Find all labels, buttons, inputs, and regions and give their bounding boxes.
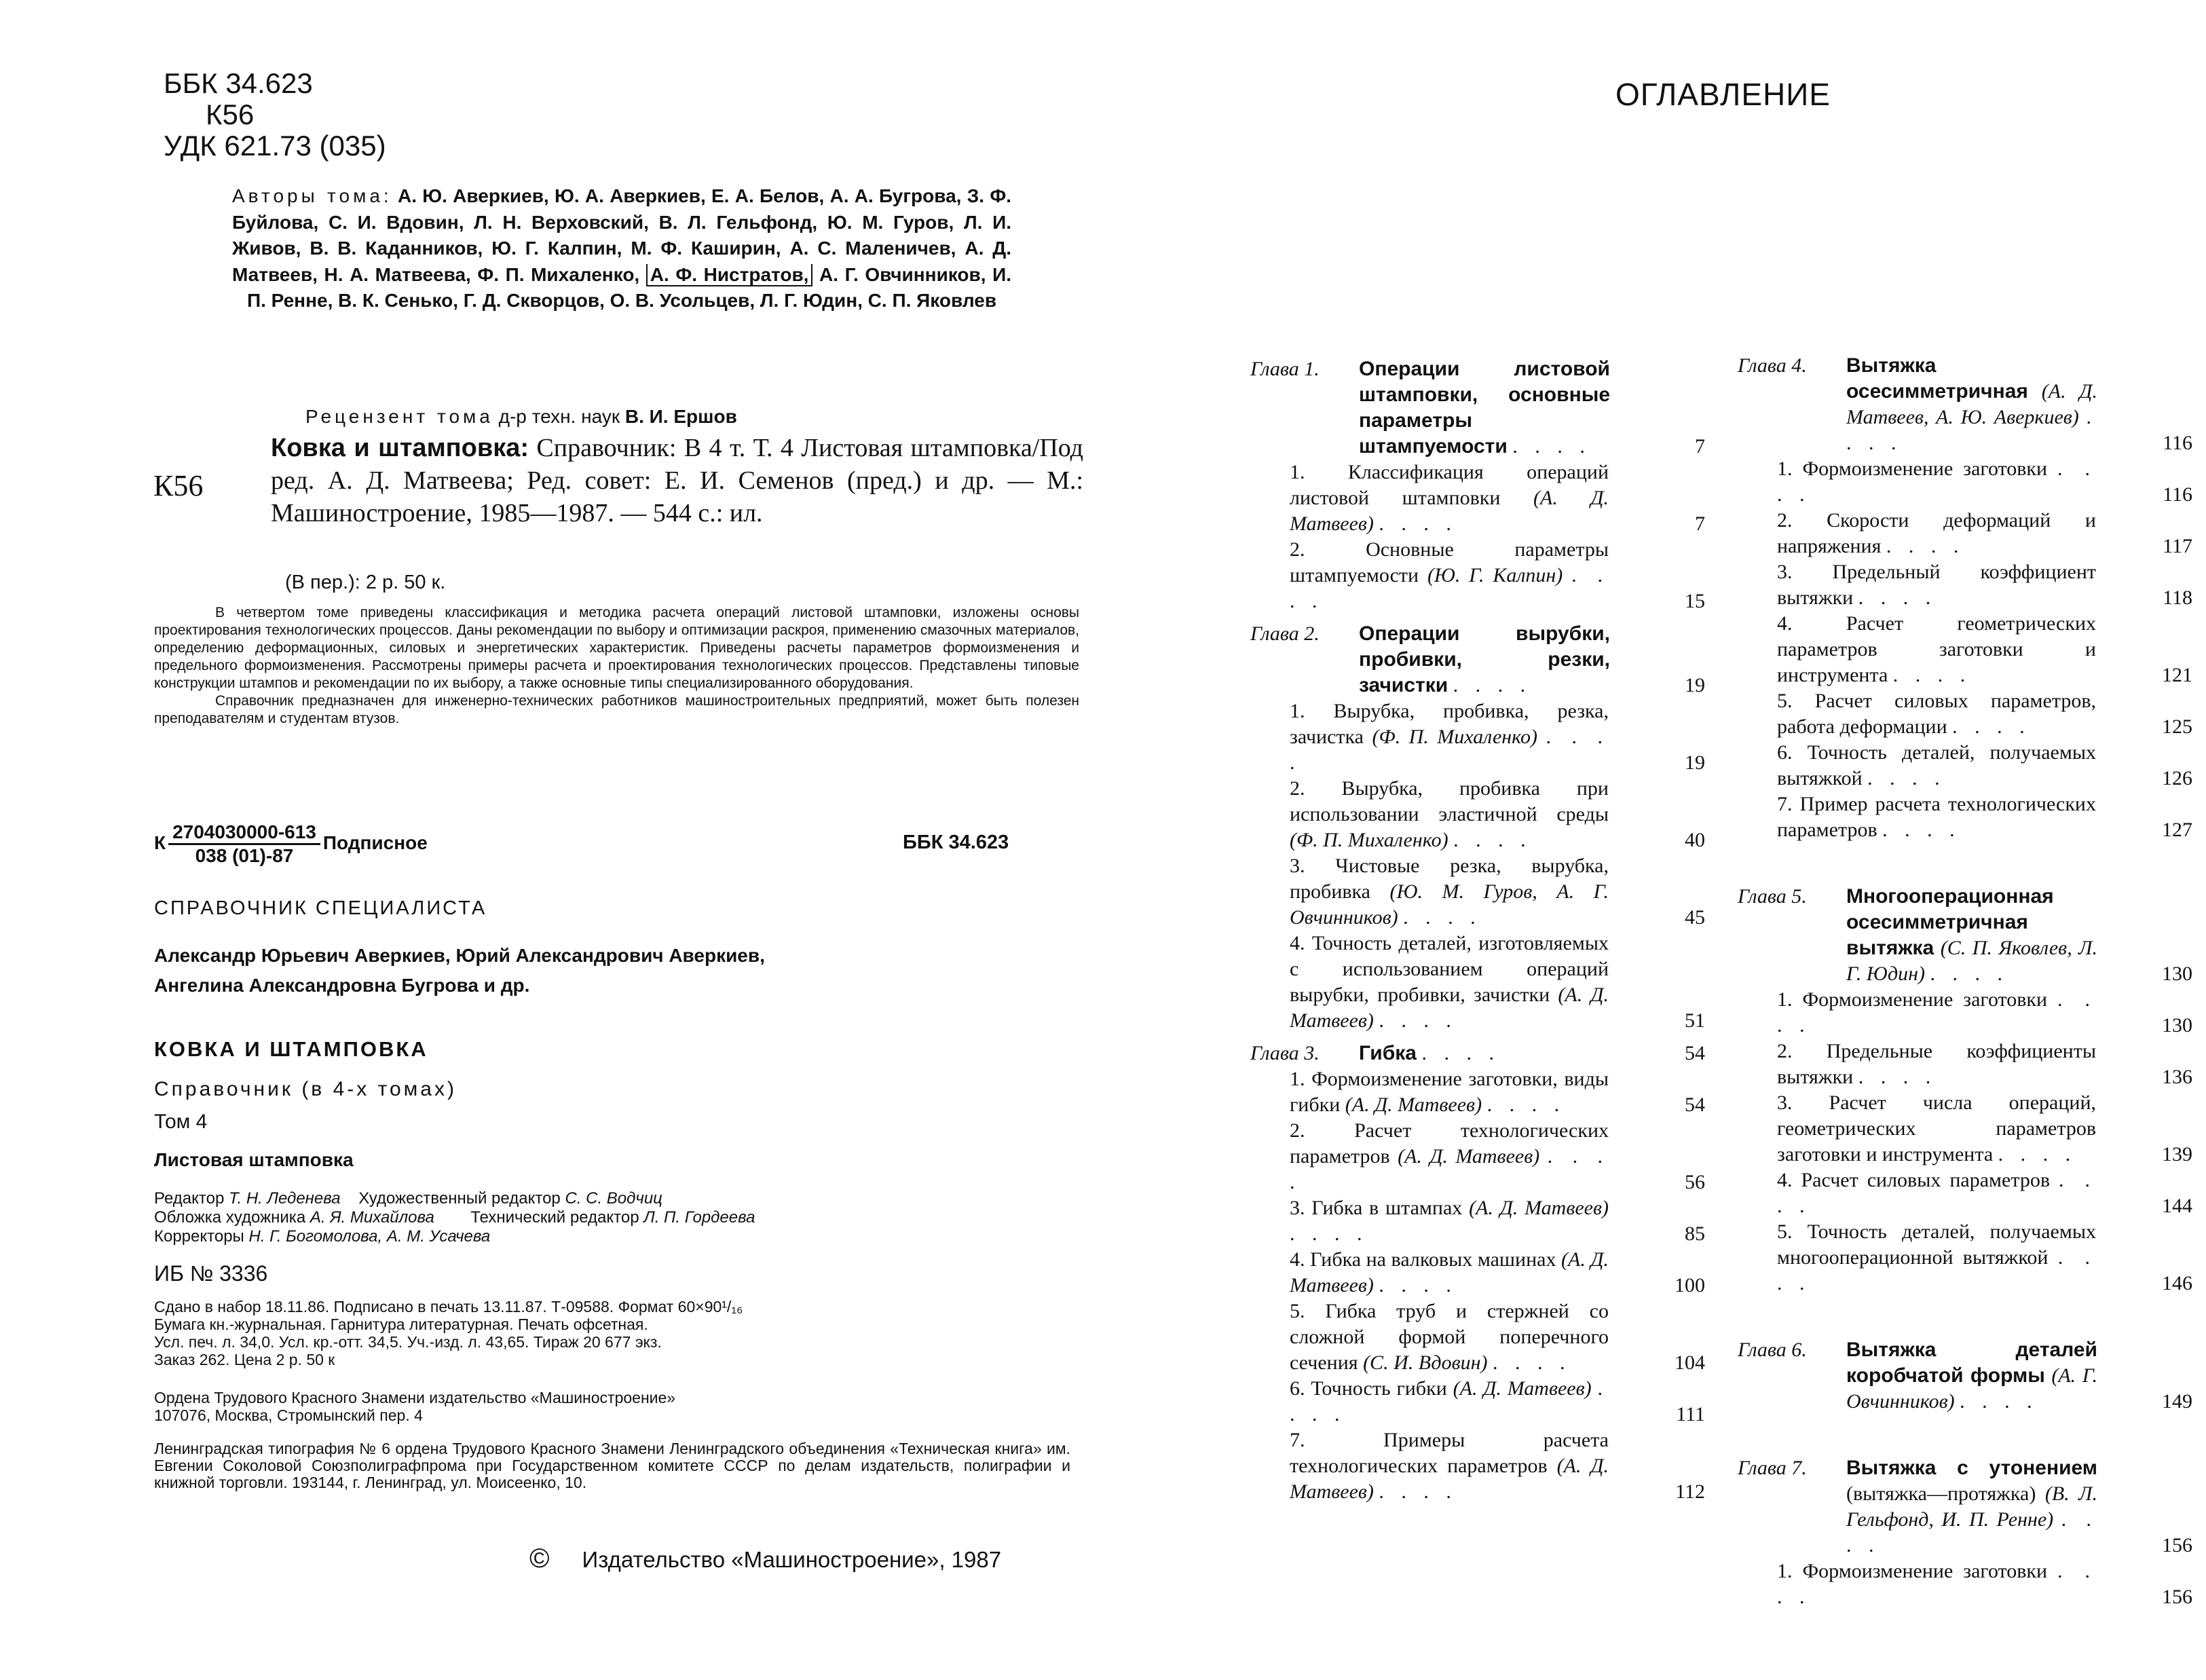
series-name: СПРАВОЧНИК СПЕЦИАЛИСТА (154, 897, 487, 919)
page-number: 125 (2162, 715, 2192, 738)
entry-authors: (Ю. М. Гуров, А. Г. Овчинников) (1290, 880, 1609, 929)
dot-leader: . . . . (1998, 1143, 2077, 1165)
dot-leader: . . . . (1379, 1009, 1457, 1032)
toc-section (1738, 1219, 2192, 1296)
entry-text (1290, 698, 1609, 776)
copyright-icon: © (529, 1544, 550, 1573)
entry-authors: (В. Л. Гельфонд, И. П. Ренне) (1846, 1482, 2097, 1531)
entry-text (1777, 456, 2096, 508)
toc-title: ОГЛАВЛЕНИЕ (1615, 77, 1831, 112)
page-number: 85 (1685, 1222, 1705, 1245)
dot-leader: . . . . (1777, 988, 2097, 1037)
publisher-line: Ордена Трудового Красного Знамени издательство «Машиностроение» (154, 1389, 676, 1406)
toc-column (1250, 350, 1705, 1505)
toc-section (1738, 1168, 2192, 1219)
entry-text (1846, 884, 2097, 987)
dot-leader: . . . . (1379, 512, 1457, 535)
toc-column (1738, 346, 2192, 1610)
abstract-paragraph: Справочник предназначен для инженерно-технических работников машиностроительных предприятий, может быть полезен преподавателям и студентам втузов. (154, 693, 1079, 726)
entry-title: 2. Скорости деформаций и напряжения (1777, 509, 2096, 557)
entry-text (1777, 1558, 2096, 1610)
entry-text (1777, 987, 2096, 1039)
page-number: 54 (1685, 1094, 1705, 1116)
catalog-code (154, 821, 428, 867)
toc-section (1250, 1299, 1705, 1376)
imprint-line: Бумага кн.-журнальная. Гарнитура литературная. Печать офсетная. (154, 1315, 648, 1333)
page-number: 104 (1675, 1351, 1705, 1374)
toc-section (1738, 1558, 2192, 1610)
tech-editor: Л. П. Гордеева (643, 1208, 755, 1227)
entry-authors: (А. Д. Матвеев) (1290, 487, 1609, 535)
dot-leader: . . . . (1379, 1274, 1457, 1296)
dot-leader: . . . . (1930, 963, 2009, 985)
toc-chapter (1738, 884, 2192, 987)
bibliographic-record (271, 432, 1083, 529)
toc-section (1738, 559, 2192, 611)
toc-section (1738, 456, 2192, 508)
dot-leader: . . . . (1858, 586, 1937, 609)
entry-title: 5. Точность деталей, получаемых многооперационной вытяжкой (1777, 1220, 2096, 1269)
page-number: 139 (2162, 1143, 2192, 1165)
page-number: 51 (1685, 1009, 1705, 1032)
page-number: 116 (2163, 432, 2192, 454)
toc-section (1738, 791, 2192, 843)
entry-text (1846, 1455, 2097, 1558)
binding-price: (В пер.): 2 р. 50 к. (285, 572, 446, 593)
entry-title: 7. Пример расчета технологических параметров (1777, 793, 2096, 841)
authors-list-end: А. Г. Овчинников, И. П. Ренне, В. К. Сенько, Г. Д. Скворцов, О. В. Усольцев, Л. Г. Юдин, С. П. Яковлев (246, 263, 1012, 311)
entry-authors: (А. Д. Матвеев) (1345, 1094, 1482, 1116)
entry-title: 3. Предельный коэффициент вытяжки (1777, 561, 2096, 609)
page-number: 130 (2162, 963, 2192, 985)
entry-title: Вытяжка осесимметричная (1846, 354, 2028, 403)
proofreaders-label: Корректоры (154, 1227, 244, 1246)
toc-section (1738, 1039, 2192, 1090)
entry-text (1290, 1118, 1609, 1195)
publisher-line: 107076, Москва, Стромынский пер. 4 (154, 1406, 423, 1424)
page-number: 112 (1675, 1480, 1705, 1503)
dot-leader: . . . . (1453, 829, 1532, 851)
authors-label: Авторы тома: (232, 185, 392, 206)
dot-leader: . . . . (1960, 1390, 2038, 1413)
entry-authors: (А. Д. Матвеев, А. Ю. Аверкиев) (1846, 380, 2098, 428)
toc-section (1738, 987, 2192, 1039)
code-fraction (168, 821, 320, 867)
entry-title: 4. Расчет силовых параметров (1777, 1169, 2050, 1191)
entry-authors: (А. Д. Матвеев) (1290, 1455, 1609, 1503)
dot-leader: . . . . (1952, 715, 2031, 738)
toc-section (1250, 698, 1705, 776)
editor: Т. Н. Леденева (228, 1189, 341, 1208)
entry-text (1777, 1090, 2096, 1168)
volume-authors (232, 183, 1011, 314)
dot-leader: . . . . (1290, 564, 1609, 612)
dot-leader: . . . . (1493, 1351, 1571, 1374)
dot-leader: . . . . (1846, 1508, 2097, 1556)
page-number: 156 (2162, 1586, 2192, 1608)
entry-authors: (А. Д. Матвеев) (1469, 1197, 1609, 1219)
abstract-paragraph: В четвертом томе приведены классификация и методика расчета операций листовой штамповки, изложены основы проектирования технологических процессов. Даны рекомендации по выбору и оптимизации раскроя, применению смазочных материалов, определению деформационных, силовых и энергетических характеристик. Приведены расчеты параметров формоизменения и предельного формоизменения. Рассмотрены примеры расчета и проектирования технологических процессов. Представлены типовые конструкции штампов и рекомендации по их выбору, а также основные типы специализированного оборудования. (154, 605, 1079, 691)
entry-title: 2. Вырубка, пробивка при использовании эластичной среды (1290, 777, 1609, 825)
entry-title: 1. Формоизменение заготовки (1777, 458, 2048, 480)
entry-text (1777, 688, 2096, 740)
abstract (154, 604, 1079, 728)
entry-title: Операции вырубки, пробивки, резки, зачистки (1359, 622, 1610, 696)
credits (154, 1189, 755, 1246)
entry-title: Операции листовой штамповки, основные параметры штампуемости (1359, 358, 1610, 458)
entry-text (1359, 1041, 1610, 1066)
reviewer-label: Рецензент тома (305, 406, 493, 427)
page-number: 7 (1695, 512, 1705, 535)
entry-title: Гибка (1359, 1042, 1417, 1064)
entry-authors: (А. Д. Матвеев) (1290, 984, 1609, 1032)
dot-leader: . . . . (1858, 1066, 1937, 1088)
proofreaders: Н. Г. Богомолова, А. М. Усачева (248, 1227, 491, 1246)
page-number: 7 (1695, 435, 1705, 458)
editor-label: Редактор (154, 1189, 225, 1208)
toc-section (1250, 460, 1705, 537)
entry-title: 2. Предельные коэффициенты вытяжки (1777, 1040, 2096, 1088)
page-number: 121 (2162, 664, 2192, 686)
chapter-label: Глава 7. (1738, 1457, 1807, 1479)
toc-section (1738, 740, 2192, 791)
volume-number: Том 4 (154, 1110, 208, 1133)
bbk-code: ББК 34.623 (164, 67, 313, 99)
copyright-text: Издательство «Машиностроение», 1987 (582, 1547, 1002, 1572)
entry-text (1290, 1427, 1609, 1505)
entry-title: Вытяжка с утонением (1846, 1457, 2097, 1479)
toc-chapter (1250, 621, 1705, 698)
entry-title: 6. Точность деталей, получаемых вытяжкой (1777, 741, 2096, 789)
chapter-label: Глава 5. (1738, 885, 1807, 908)
dot-leader: . . . . (1290, 1377, 1609, 1425)
copyright (529, 1544, 1001, 1574)
authors-list: А. Ю. Аверкиев, Ю. А. Аверкиев, Е. А. Белов, А. А. Бугрова, З. Ф. Буйлова, С. И. Вдовин, Л. Н. Верховский, В. Л. Гельфонд, Ю. М. Гуров, Л. И. Живов, В. В. Каданников, Ю. Г. Калпин, М. Ф. Каширин, А. С. Маленичев, А. Д. Матвеев, Н. А. Матвеева, Ф. П. Михаленко, (232, 185, 1012, 285)
entry-title: 2. Расчет технологических параметров (1290, 1119, 1609, 1168)
dot-leader: . . . . (1867, 767, 1946, 789)
entry-subtitle: (вытяжка—протяжка) (1846, 1482, 2036, 1505)
reviewer (305, 406, 737, 428)
entry-text (1290, 460, 1609, 537)
entry-text (1290, 1195, 1609, 1247)
page-number: 116 (2163, 483, 2192, 506)
entry-title: 4. Точность деталей, изготовляемых с использованием операций вырубки, пробивки, зачистки (1290, 932, 1609, 1006)
publisher (154, 1389, 675, 1424)
imprint-line: Усл. печ. л. 34,0. Усл. кр.-отт. 34,5. Уч.-изд. л. 43,65. Тираж 20 677 экз. (154, 1333, 662, 1351)
page-number: 144 (2162, 1195, 2192, 1217)
toc-section (1738, 688, 2192, 740)
entry-text (1777, 611, 2096, 688)
chapter-label: Глава 1. (1250, 358, 1320, 380)
toc-chapter (1738, 1337, 2192, 1415)
dot-leader: . . . . (1892, 664, 1972, 686)
page-number: 130 (2162, 1014, 2192, 1037)
udk-code: УДК 621.73 (035) (164, 130, 386, 162)
authors-framed: А. Ф. Нистратов, (646, 264, 813, 286)
catalog-index: К56 (153, 469, 204, 502)
dot-leader: . . . . (1777, 458, 2097, 506)
entry-text (1290, 1247, 1609, 1299)
book-subtitle: Справочник (в 4-х томах) (154, 1078, 457, 1100)
dot-leader: . . . . (1290, 1145, 1609, 1193)
page-number: 126 (2162, 767, 2192, 789)
full-authors-line: Александр Юрьевич Аверкиев, Юрий Александрович Аверкиев, (154, 945, 765, 966)
page-number: 19 (1685, 751, 1705, 774)
entry-authors: (С. И. Вдовин) (1363, 1351, 1488, 1374)
page-number: 19 (1685, 674, 1705, 696)
entry-text (1290, 1376, 1609, 1427)
toc-section (1250, 1066, 1705, 1118)
entry-text (1290, 931, 1609, 1034)
entry-authors: (А. Г. Овчинников) (1846, 1364, 2098, 1413)
entry-text (1777, 559, 2096, 611)
chapter-label: Глава 6. (1738, 1339, 1807, 1361)
toc-section (1250, 1427, 1705, 1505)
full-authors-line: Ангелина Александровна Бугрова и др. (154, 975, 530, 996)
toc-section (1250, 931, 1705, 1034)
entry-authors: (Ф. П. Михаленко) (1290, 829, 1448, 851)
dot-leader: . . . . (1290, 1222, 1368, 1245)
dot-leader: . . . . (1777, 1560, 2097, 1608)
art-editor: С. С. Водчиц (565, 1189, 662, 1208)
dot-leader: . . . . (1777, 1169, 2096, 1217)
dot-leader: . . . . (1403, 906, 1482, 929)
page-number: 111 (1676, 1403, 1705, 1425)
page-number: 156 (2162, 1534, 2192, 1556)
entry-title: 5. Расчет силовых параметров, работа деформации (1777, 690, 2096, 738)
chapter-label: Глава 4. (1738, 354, 1807, 377)
entry-title: 7. Примеры расчета технологических параметров (1290, 1429, 1609, 1477)
entry-title: 1. Формоизменение заготовки, виды гибки (1290, 1068, 1609, 1116)
entry-text (1290, 537, 1609, 614)
entry-authors: (А. Д. Матвеев) (1453, 1377, 1592, 1400)
k-letter: К (154, 832, 166, 853)
code-numerator: 2704030000-613 (168, 821, 320, 845)
toc-chapter (1738, 1455, 2192, 1558)
entry-title: 2. Основные параметры штампуемости (1290, 538, 1609, 586)
reviewer-name: В. И. Ершов (624, 406, 737, 427)
art-editor-label: Художественный редактор (358, 1189, 561, 1208)
k-code: К56 (206, 98, 255, 130)
entry-text (1777, 791, 2096, 843)
entry-text (1290, 853, 1609, 931)
toc-section (1250, 776, 1705, 853)
entry-text (1777, 1168, 2096, 1219)
page-number: 56 (1685, 1171, 1705, 1193)
dot-leader: . . . . (1421, 1042, 1500, 1064)
entry-authors: (С. П. Яковлев, Л. Г. Юдин) (1846, 937, 2098, 985)
code-denominator: 038 (01)-87 (195, 845, 294, 866)
entry-authors: (А. Д. Матвеев) (1290, 1248, 1609, 1296)
entry-authors: (Ф. П. Михаленко) (1372, 726, 1538, 748)
entry-text (1290, 776, 1609, 853)
toc-section (1738, 1090, 2192, 1168)
tech-editor-label: Технический редактор (470, 1208, 639, 1227)
page-number: 15 (1685, 590, 1705, 612)
dot-leader: . . . . (1453, 674, 1532, 696)
entry-title: 4. Расчет геометрических параметров заготовки и инструмента (1777, 612, 2096, 686)
dot-leader: . . . . (1882, 819, 1961, 841)
entry-title: 3. Чистовые резка, вырубка, пробивка (1290, 855, 1609, 903)
page-number: 54 (1685, 1042, 1705, 1064)
toc-section (1250, 537, 1705, 614)
bbk-short: ББК 34.623 (903, 832, 1009, 853)
ib-number: ИБ № 3336 (154, 1261, 268, 1286)
page-number: 127 (2162, 819, 2192, 841)
toc-chapter (1250, 1041, 1705, 1066)
entry-text (1846, 353, 2097, 456)
entry-text (1777, 508, 2096, 559)
entry-authors: (А. Д. Матвеев) (1398, 1145, 1540, 1168)
cover-label: Обложка художника (154, 1208, 306, 1227)
subscription: Подписное (322, 832, 428, 853)
volume-title: Листовая штамповка (154, 1149, 354, 1170)
dot-leader: . . . . (1487, 1094, 1566, 1116)
toc-section (1250, 853, 1705, 931)
entry-text (1777, 1039, 2096, 1090)
dot-leader: . . . . (1886, 535, 1965, 557)
book-title: Ковка и штамповка: (271, 434, 529, 462)
page-number: 117 (2163, 535, 2192, 557)
page-number: 40 (1685, 829, 1705, 851)
entry-title: Многооперационная осесимметричная вытяжка (1846, 885, 2054, 959)
entry-text (1359, 621, 1610, 698)
toc-section (1738, 508, 2192, 559)
imprint (154, 1298, 743, 1368)
entry-text (1846, 1337, 2097, 1415)
dot-leader: . . . . (1777, 1246, 2097, 1294)
entry-title: 5. Гибка труб и стержней со сложной формой поперечного сечения (1290, 1300, 1609, 1374)
page-number: 149 (2162, 1390, 2192, 1413)
page-number: 118 (2163, 586, 2192, 609)
full-authors (154, 941, 765, 1001)
entry-title: 1. Классификация операций листовой штамповки (1290, 461, 1609, 509)
entry-title: 3. Расчет числа операций, геометрических параметров заготовки и инструмента (1777, 1091, 2096, 1165)
book-main-title: КОВКА И ШТАМПОВКА (154, 1037, 428, 1061)
printer: Ленинградская типография № 6 ордена Трудового Красного Знамени Ленинградского объединения «Техническая книга» им. Евгении Соколовой Союзполиграфпрома при Государственном комитете СССР по делам издательств, полиграфии и книжной торговли. 193144, г. Ленинград, ул. Моисеенко, 10. (154, 1440, 1070, 1491)
entry-title: 3. Гибка в штампах (1290, 1197, 1463, 1219)
cover-artist: А. Я. Михайлова (310, 1208, 434, 1227)
classification-codes (164, 68, 386, 162)
entry-title: 1. Вырубка, пробивка, резка, зачистка (1290, 700, 1609, 748)
entry-title: 1. Формоизменение заготовки (1777, 988, 2048, 1011)
entry-text (1777, 1219, 2096, 1296)
entry-text (1777, 740, 2096, 791)
entry-title: 6. Точность гибки (1290, 1377, 1447, 1400)
toc-section (1250, 1118, 1705, 1195)
entry-text (1290, 1299, 1609, 1376)
entry-authors: (Ю. Г. Калпин) (1427, 564, 1563, 586)
page-number: 45 (1685, 906, 1705, 929)
reviewer-degree: д-р техн. наук (498, 406, 620, 427)
toc-section (1250, 1376, 1705, 1427)
dot-leader: . . . . (1290, 726, 1609, 774)
toc-chapter (1738, 353, 2192, 456)
page-number: 100 (1675, 1274, 1705, 1296)
chapter-label: Глава 2. (1250, 622, 1320, 645)
entry-title: Вытяжка деталей коробчатой формы (1846, 1339, 2097, 1387)
toc-section (1250, 1247, 1705, 1299)
dot-leader: . . . . (1846, 406, 2097, 454)
toc-section (1250, 1195, 1705, 1247)
entry-title: 1. Формоизменение заготовки (1777, 1560, 2048, 1582)
page-number: 146 (2162, 1272, 2192, 1294)
dot-leader: . . . . (1379, 1480, 1457, 1503)
entry-text (1359, 356, 1610, 460)
book-description: Справочник: В 4 т. Т. 4 Листовая штамповка/Под ред. А. Д. Матвеева; Ред. совет: Е. И. Семенов (пред.) и др. — М.: Машиностроение, 1985—1987. — 544 с.: ил. (271, 434, 1083, 527)
chapter-label: Глава 3. (1250, 1042, 1320, 1064)
entry-title: 4. Гибка на валковых машинах (1290, 1248, 1556, 1271)
page-number: 136 (2162, 1066, 2192, 1088)
imprint-line: Сдано в набор 18.11.86. Подписано в печать 13.11.87. Т-09588. Формат 60×90¹/₁₆ (154, 1298, 743, 1315)
entry-text (1290, 1066, 1609, 1118)
imprint-line: Заказ 262. Цена 2 р. 50 к (154, 1351, 335, 1368)
dot-leader: . . . . (1512, 435, 1591, 458)
toc-chapter (1250, 356, 1705, 460)
toc-section (1738, 611, 2192, 688)
